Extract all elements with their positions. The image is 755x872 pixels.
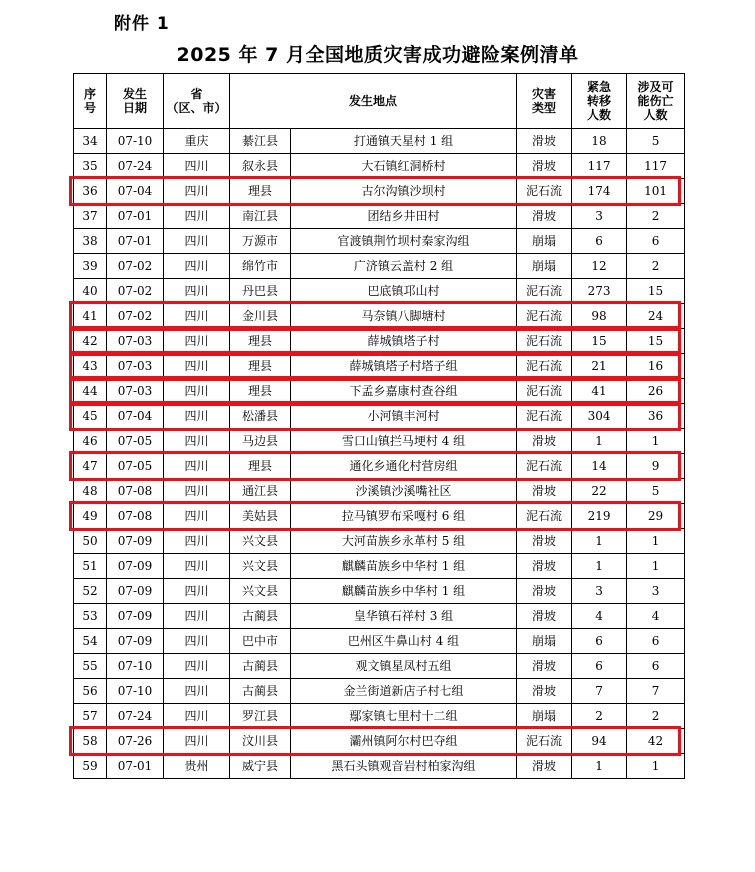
cell-province: 四川 [164,604,230,629]
cell-place: 巴底镇邛山村 [291,279,517,304]
cell-type: 滑坡 [517,529,572,554]
cell-province: 四川 [164,229,230,254]
cell-county: 古蔺县 [230,604,291,629]
cell-date: 07-03 [107,379,164,404]
cell-place: 拉马镇罗布采嘎村 6 组 [291,504,517,529]
cell-evacuated: 6 [572,629,627,654]
cell-threatened: 15 [627,279,685,304]
cell-type: 泥石流 [517,279,572,304]
cell-no: 48 [74,479,107,504]
cell-no: 45 [74,404,107,429]
cell-type: 泥石流 [517,379,572,404]
cell-no: 46 [74,429,107,454]
cell-date: 07-10 [107,679,164,704]
cell-county: 叙永县 [230,154,291,179]
cell-place: 下孟乡嘉康村查谷组 [291,379,517,404]
cell-place: 团结乡井田村 [291,204,517,229]
header-evacuated [572,74,627,129]
cell-county: 罗江县 [230,704,291,729]
cell-threatened: 7 [627,679,685,704]
cell-evacuated: 21 [572,354,627,379]
cell-county: 綦江县 [230,129,291,154]
cell-type: 泥石流 [517,404,572,429]
table-row [74,529,685,554]
header-line: 紧急 [587,80,612,94]
page-title: 2025 年 7 月全国地质灾害成功避险案例清单 [176,44,579,66]
table-row [74,229,685,254]
cell-county: 兴文县 [230,554,291,579]
cell-threatened: 16 [627,354,685,379]
cell-no: 42 [74,329,107,354]
cell-threatened: 15 [627,329,685,354]
cell-county: 巴中市 [230,629,291,654]
cell-evacuated: 117 [572,154,627,179]
cell-threatened: 5 [627,479,685,504]
cell-evacuated: 6 [572,654,627,679]
cell-county: 古蔺县 [230,654,291,679]
cell-province: 四川 [164,629,230,654]
cell-county: 理县 [230,329,291,354]
cell-type: 崩塌 [517,229,572,254]
table-row [74,204,685,229]
cell-no: 52 [74,579,107,604]
cell-province: 四川 [164,329,230,354]
cell-threatened: 26 [627,379,685,404]
cell-evacuated: 1 [572,754,627,779]
cell-threatened: 36 [627,404,685,429]
cell-county: 松潘县 [230,404,291,429]
cell-province: 四川 [164,529,230,554]
cell-date: 07-26 [107,729,164,754]
table-row [74,329,685,354]
cell-province: 四川 [164,554,230,579]
table-row [74,604,685,629]
cell-type: 滑坡 [517,604,572,629]
cell-county: 兴文县 [230,529,291,554]
table-row [74,429,685,454]
cell-no: 39 [74,254,107,279]
table-row [74,754,685,779]
cell-no: 34 [74,129,107,154]
cell-type: 崩塌 [517,254,572,279]
cell-province: 四川 [164,304,230,329]
cell-county: 丹巴县 [230,279,291,304]
cell-date: 07-02 [107,304,164,329]
cell-place: 大石镇红洞桥村 [291,154,517,179]
header-province [164,74,230,129]
header-line: 人数 [643,108,668,122]
table-row [74,679,685,704]
cell-threatened: 42 [627,729,685,754]
cell-evacuated: 41 [572,379,627,404]
cell-threatened: 2 [627,254,685,279]
cell-date: 07-08 [107,504,164,529]
cell-type: 滑坡 [517,579,572,604]
header-line: 发生 [122,87,147,101]
cell-date: 07-08 [107,479,164,504]
cell-evacuated: 1 [572,554,627,579]
cell-place: 观文镇星凤村五组 [291,654,517,679]
table-row [74,504,685,529]
cell-province: 四川 [164,354,230,379]
cell-type: 崩塌 [517,629,572,654]
cell-no: 41 [74,304,107,329]
table-row [74,379,685,404]
cell-type: 滑坡 [517,754,572,779]
cell-type: 滑坡 [517,554,572,579]
cell-place: 大河苗族乡永革村 5 组 [291,529,517,554]
cell-type: 崩塌 [517,704,572,729]
cell-province: 四川 [164,729,230,754]
table-row [74,479,685,504]
cell-evacuated: 174 [572,179,627,204]
cell-province: 贵州 [164,754,230,779]
cell-threatened: 101 [627,179,685,204]
table-row [74,304,685,329]
cell-place: 麒麟苗族乡中华村 1 组 [291,554,517,579]
cell-no: 37 [74,204,107,229]
case-table [73,73,685,779]
cell-no: 56 [74,679,107,704]
cell-no: 53 [74,604,107,629]
header-line: 发生地点 [349,94,398,108]
table-row [74,279,685,304]
cell-no: 43 [74,354,107,379]
cell-type: 滑坡 [517,129,572,154]
cell-province: 四川 [164,154,230,179]
cell-type: 泥石流 [517,354,572,379]
table-row [74,129,685,154]
header-line: 日期 [122,101,147,115]
cell-place: 沙溪镇沙溪嘴社区 [291,479,517,504]
cell-evacuated: 7 [572,679,627,704]
cell-province: 四川 [164,454,230,479]
cell-date: 07-09 [107,579,164,604]
cell-no: 54 [74,629,107,654]
cell-type: 滑坡 [517,154,572,179]
cell-county: 兴文县 [230,579,291,604]
cell-county: 马边县 [230,429,291,454]
table-row [74,454,685,479]
cell-province: 四川 [164,479,230,504]
table-body [74,129,685,779]
header-line: 序 [83,87,96,101]
cell-place: 通化乡通化村营房组 [291,454,517,479]
cell-evacuated: 2 [572,704,627,729]
table-row [74,254,685,279]
cell-county: 理县 [230,454,291,479]
cell-province: 四川 [164,379,230,404]
cell-no: 59 [74,754,107,779]
cell-evacuated: 1 [572,529,627,554]
cell-county: 美姑县 [230,504,291,529]
cell-place: 薛城镇塔子村塔子组 [291,354,517,379]
cell-threatened: 3 [627,579,685,604]
cell-threatened: 6 [627,229,685,254]
cell-place: 麒麟苗族乡中华村 1 组 [291,579,517,604]
cell-county: 绵竹市 [230,254,291,279]
cell-no: 35 [74,154,107,179]
cell-date: 07-01 [107,229,164,254]
cell-evacuated: 3 [572,204,627,229]
header-line: 省 [190,87,203,101]
header-line: 人数 [587,108,612,122]
cell-date: 07-09 [107,629,164,654]
cell-type: 泥石流 [517,729,572,754]
header-line: 涉及可 [637,80,674,94]
cell-place: 打通镇天星村 1 组 [291,129,517,154]
cell-place: 小河镇丰河村 [291,404,517,429]
cell-county: 南江县 [230,204,291,229]
cell-province: 四川 [164,279,230,304]
cell-evacuated: 273 [572,279,627,304]
cell-county: 通江县 [230,479,291,504]
cell-province: 四川 [164,429,230,454]
cell-evacuated: 18 [572,129,627,154]
cell-place: 马奈镇八脚塘村 [291,304,517,329]
cell-evacuated: 94 [572,729,627,754]
cell-county: 理县 [230,379,291,404]
cell-date: 07-09 [107,529,164,554]
attachment-label: 附件 1 [114,14,170,34]
cell-no: 38 [74,229,107,254]
cell-place: 薛城镇塔子村 [291,329,517,354]
header-line: 转移 [587,94,612,108]
cell-province: 四川 [164,654,230,679]
cell-province: 四川 [164,704,230,729]
header-date [107,74,164,129]
cell-type: 滑坡 [517,654,572,679]
cell-evacuated: 1 [572,429,627,454]
cell-county: 理县 [230,354,291,379]
cell-county: 金川县 [230,304,291,329]
cell-place: 古尔沟镇沙坝村 [291,179,517,204]
cell-no: 50 [74,529,107,554]
cell-evacuated: 22 [572,479,627,504]
cell-evacuated: 15 [572,329,627,354]
header-line: 能伤亡 [637,94,674,108]
table-row [74,354,685,379]
header-row [74,74,685,129]
table-row [74,579,685,604]
cell-evacuated: 304 [572,404,627,429]
cell-county: 万源市 [230,229,291,254]
table-row [74,154,685,179]
cell-threatened: 29 [627,504,685,529]
cell-no: 47 [74,454,107,479]
header-line: （区、市） [166,101,227,115]
cell-no: 58 [74,729,107,754]
cell-date: 07-09 [107,554,164,579]
cell-type: 滑坡 [517,479,572,504]
cell-evacuated: 14 [572,454,627,479]
table-row [74,179,685,204]
table-row [74,654,685,679]
cell-date: 07-24 [107,704,164,729]
cell-province: 四川 [164,579,230,604]
cell-threatened: 2 [627,704,685,729]
cell-threatened: 9 [627,454,685,479]
cell-threatened: 6 [627,629,685,654]
cell-date: 07-01 [107,204,164,229]
cell-type: 泥石流 [517,504,572,529]
cell-evacuated: 4 [572,604,627,629]
cell-type: 滑坡 [517,429,572,454]
cell-place: 鄢家镇七里村十二组 [291,704,517,729]
cell-province: 四川 [164,254,230,279]
cell-place: 官渡镇荆竹坝村秦家沟组 [291,229,517,254]
cell-place: 灞州镇阿尔村巴夺组 [291,729,517,754]
cell-no: 40 [74,279,107,304]
cell-date: 07-24 [107,154,164,179]
header-line: 号 [83,101,96,115]
cell-no: 49 [74,504,107,529]
cell-place: 金兰街道新店子村七组 [291,679,517,704]
cell-date: 07-05 [107,454,164,479]
cell-county: 古蔺县 [230,679,291,704]
cell-date: 07-02 [107,279,164,304]
cell-place: 广济镇云盖村 2 组 [291,254,517,279]
cell-county: 理县 [230,179,291,204]
cell-date: 07-04 [107,179,164,204]
cell-type: 泥石流 [517,179,572,204]
cell-type: 滑坡 [517,204,572,229]
cell-type: 泥石流 [517,329,572,354]
cell-evacuated: 3 [572,579,627,604]
cell-place: 巴州区牛鼻山村 4 组 [291,629,517,654]
cell-province: 四川 [164,404,230,429]
header-line: 类型 [532,101,557,115]
table-row [74,729,685,754]
table-row [74,554,685,579]
cell-no: 51 [74,554,107,579]
cell-type: 泥石流 [517,304,572,329]
cell-threatened: 6 [627,654,685,679]
cell-no: 44 [74,379,107,404]
cell-threatened: 5 [627,129,685,154]
cell-evacuated: 98 [572,304,627,329]
table-row [74,404,685,429]
cell-date: 07-10 [107,129,164,154]
cell-place: 黑石头镇观音岩村柏家沟组 [291,754,517,779]
cell-evacuated: 6 [572,229,627,254]
cell-threatened: 1 [627,554,685,579]
header-type [517,74,572,129]
cell-province: 四川 [164,679,230,704]
cell-date: 07-10 [107,654,164,679]
cell-date: 07-04 [107,404,164,429]
cell-no: 55 [74,654,107,679]
table-row [74,629,685,654]
cell-county: 威宁县 [230,754,291,779]
cell-date: 07-05 [107,429,164,454]
cell-date: 07-03 [107,354,164,379]
cell-threatened: 24 [627,304,685,329]
cell-date: 07-09 [107,604,164,629]
cell-place: 皇华镇石祥村 3 组 [291,604,517,629]
cell-threatened: 1 [627,429,685,454]
cell-evacuated: 12 [572,254,627,279]
header-threatened [627,74,685,129]
header-no [74,74,107,129]
cell-type: 滑坡 [517,679,572,704]
header-location [230,74,517,129]
cell-no: 57 [74,704,107,729]
cell-threatened: 4 [627,604,685,629]
cell-evacuated: 219 [572,504,627,529]
cell-threatened: 1 [627,529,685,554]
cell-threatened: 2 [627,204,685,229]
cell-date: 07-03 [107,329,164,354]
cell-threatened: 117 [627,154,685,179]
table-row [74,704,685,729]
cell-date: 07-01 [107,754,164,779]
cell-place: 雪口山镇拦马埂村 4 组 [291,429,517,454]
header-line: 灾害 [532,87,557,101]
cell-province: 四川 [164,204,230,229]
table-header [74,74,685,129]
cell-province: 四川 [164,179,230,204]
cell-county: 汶川县 [230,729,291,754]
cell-province: 四川 [164,504,230,529]
cell-no: 36 [74,179,107,204]
cell-type: 泥石流 [517,454,572,479]
cell-threatened: 1 [627,754,685,779]
cell-date: 07-02 [107,254,164,279]
cell-province: 重庆 [164,129,230,154]
